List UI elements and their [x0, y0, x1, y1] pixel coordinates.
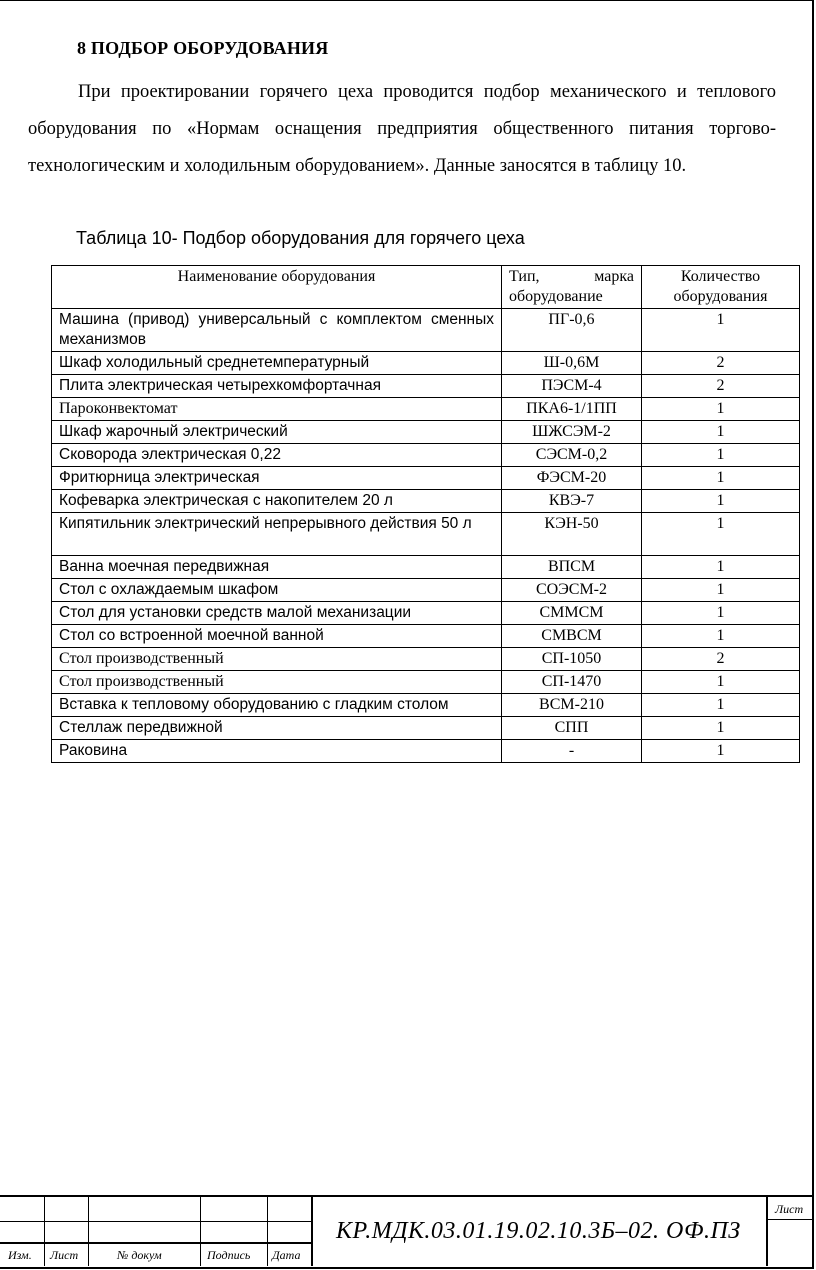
document-code: КР.МДК.03.01.19.02.10.3Б–02. ОФ.ПЗ: [336, 1218, 741, 1244]
row-name: Кипятильник электрический непрерывного действия 50 л: [52, 513, 502, 556]
row-qty: 2: [642, 648, 800, 671]
row-name: Стол с охлаждаемым шкафом: [52, 579, 502, 602]
table-row: [52, 490, 800, 513]
row-mark: СП-1050: [502, 648, 642, 671]
row-mark: ШЖСЭМ-2: [502, 421, 642, 444]
header-mark: Тип, марка оборудование: [502, 266, 642, 309]
table-row: [52, 444, 800, 467]
row-mark: СП-1470: [502, 671, 642, 694]
table-caption: Таблица 10- Подбор оборудования для горячего цеха: [76, 228, 525, 248]
row-qty: 1: [642, 467, 800, 490]
intro-paragraph: При проектировании горячего цеха проводится подбор механического и теплового оборудования по «Нормам оснащения предприятия общественного питания торгово-технологическим и холодильным оборудованием». Данные заносятся в таблицу 10.: [28, 82, 776, 176]
row-qty: 1: [642, 602, 800, 625]
sheet-label: Лист: [775, 1202, 804, 1216]
label-sign: Подпись: [207, 1248, 251, 1262]
table-row: [52, 352, 800, 375]
row-qty: 1: [642, 740, 800, 763]
row-mark: СПП: [502, 717, 642, 740]
row-qty: 2: [642, 352, 800, 375]
table-row: [52, 671, 800, 694]
table-row: [52, 421, 800, 444]
row-name: Раковина: [52, 740, 502, 763]
row-mark: Ш-0,6М: [502, 352, 642, 375]
row-qty: 1: [642, 398, 800, 421]
table-row: [52, 694, 800, 717]
row-qty: 1: [642, 556, 800, 579]
row-qty: 1: [642, 625, 800, 648]
header-name: Наименование оборудования: [52, 266, 502, 309]
row-qty: 1: [642, 309, 800, 352]
table-row: [52, 602, 800, 625]
row-qty: 1: [642, 671, 800, 694]
row-name: Ванна моечная передвижная: [52, 556, 502, 579]
section-heading: 8 ПОДБОР ОБОРУДОВАНИЯ: [77, 38, 329, 58]
table-row: [52, 556, 800, 579]
row-name: Кофеварка электрическая с накопителем 20 л: [52, 490, 502, 513]
table-row: [52, 625, 800, 648]
table-row: [52, 648, 800, 671]
row-mark: СМВСМ: [502, 625, 642, 648]
row-mark: КВЭ-7: [502, 490, 642, 513]
row-qty: 1: [642, 717, 800, 740]
row-qty: 1: [642, 513, 800, 556]
label-list: Лист: [50, 1248, 79, 1262]
row-name: Стол производственный: [52, 671, 502, 694]
row-name: Машина (привод) универсальный с комплектом сменных механизмов: [52, 309, 502, 352]
table-row: [52, 717, 800, 740]
header-qty: Количество оборудования: [642, 266, 800, 309]
row-mark: СЭСМ-0,2: [502, 444, 642, 467]
row-mark: СОЭСМ-2: [502, 579, 642, 602]
row-name: Стол для установки средств малой механизации: [52, 602, 502, 625]
equipment-table: [51, 265, 800, 763]
table-row: [52, 740, 800, 763]
row-mark: ВСМ-210: [502, 694, 642, 717]
row-name: Стол со встроенной моечной ванной: [52, 625, 502, 648]
label-doc: № докум: [117, 1248, 162, 1262]
row-name: Стол производственный: [52, 648, 502, 671]
row-name: Фритюрница электрическая: [52, 467, 502, 490]
row-name: Плита электрическая четырехкомфортачная: [52, 375, 502, 398]
row-mark: СММСМ: [502, 602, 642, 625]
table-row: [52, 309, 800, 352]
row-name: Стеллаж передвижной: [52, 717, 502, 740]
table-row: [52, 375, 800, 398]
stamp-line: [0, 1242, 313, 1244]
row-qty: 1: [642, 421, 800, 444]
row-name: Пароконвектомат: [52, 398, 502, 421]
row-qty: 1: [642, 694, 800, 717]
label-date: Дата: [272, 1248, 301, 1262]
stamp-line: [0, 1221, 313, 1222]
row-qty: 2: [642, 375, 800, 398]
row-mark: ФЭСМ-20: [502, 467, 642, 490]
row-name: Шкаф холодильный среднетемпературный: [52, 352, 502, 375]
sheet-cell-line: [768, 1219, 812, 1220]
row-mark: -: [502, 740, 642, 763]
label-izm: Изм.: [8, 1248, 32, 1262]
row-name: Сковорода электрическая 0,22: [52, 444, 502, 467]
table-row: [52, 579, 800, 602]
row-mark: КЭН-50: [502, 513, 642, 556]
row-mark: ВПСМ: [502, 556, 642, 579]
row-mark: ПГ-0,6: [502, 309, 642, 352]
table-row: [52, 467, 800, 490]
table-header-row: [52, 266, 800, 309]
row-qty: 1: [642, 490, 800, 513]
row-qty: 1: [642, 579, 800, 602]
row-name: Шкаф жарочный электрический: [52, 421, 502, 444]
row-mark: ПЭСМ-4: [502, 375, 642, 398]
table-row: [52, 398, 800, 421]
row-name: Вставка к тепловому оборудованию с гладким столом: [52, 694, 502, 717]
table-row: [52, 513, 800, 556]
row-qty: 1: [642, 444, 800, 467]
row-mark: ПКА6-1/1ПП: [502, 398, 642, 421]
